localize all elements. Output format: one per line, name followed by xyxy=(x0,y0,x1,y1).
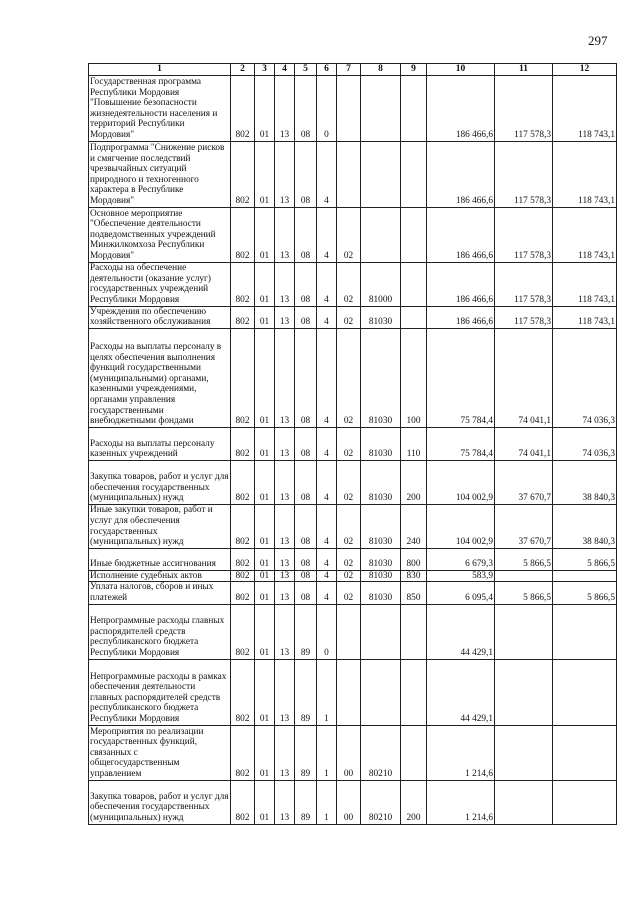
cell-c2: 802 xyxy=(231,328,255,427)
cell-c4: 13 xyxy=(275,328,295,427)
cell-c9: 200 xyxy=(401,460,427,504)
cell-c9: 850 xyxy=(401,582,427,604)
cell-c7: 02 xyxy=(337,207,361,262)
cell-c3: 01 xyxy=(255,548,275,570)
cell-c3: 01 xyxy=(255,582,275,604)
cell-c2: 802 xyxy=(231,659,255,725)
cell-c5: 08 xyxy=(295,262,317,306)
row-name: Иные закупки товаров, работ и услуг для обеспечения государственных (муниципальных) нужд xyxy=(89,504,231,548)
column-header-11: 11 xyxy=(495,64,553,76)
cell-c11 xyxy=(495,604,553,659)
cell-c2: 802 xyxy=(231,548,255,570)
cell-c7: 02 xyxy=(337,306,361,328)
table-row xyxy=(89,75,617,141)
cell-c11: 74 041,1 xyxy=(495,427,553,460)
cell-c11: 37 670,7 xyxy=(495,504,553,548)
cell-c7: 02 xyxy=(337,582,361,604)
cell-c6: 1 xyxy=(317,659,337,725)
column-header-10: 10 xyxy=(427,64,495,76)
cell-c9 xyxy=(401,207,427,262)
cell-c7: 02 xyxy=(337,262,361,306)
cell-c8: 81030 xyxy=(361,306,401,328)
cell-c9: 110 xyxy=(401,427,427,460)
cell-c10: 1 214,6 xyxy=(427,725,495,780)
column-header-12: 12 xyxy=(553,64,617,76)
cell-c5: 08 xyxy=(295,570,317,582)
cell-c2: 802 xyxy=(231,427,255,460)
cell-c4: 13 xyxy=(275,75,295,141)
cell-c9 xyxy=(401,141,427,207)
cell-c11 xyxy=(495,725,553,780)
cell-c4: 13 xyxy=(275,582,295,604)
cell-c10: 44 429,1 xyxy=(427,659,495,725)
cell-c12: 118 743,1 xyxy=(553,141,617,207)
cell-c4: 13 xyxy=(275,504,295,548)
cell-c6: 4 xyxy=(317,306,337,328)
cell-c10: 104 002,9 xyxy=(427,504,495,548)
cell-c4: 13 xyxy=(275,659,295,725)
table-row xyxy=(89,548,617,570)
cell-c5: 08 xyxy=(295,504,317,548)
cell-c10: 75 784,4 xyxy=(427,328,495,427)
cell-c10: 186 466,6 xyxy=(427,75,495,141)
cell-c10: 583,9 xyxy=(427,570,495,582)
row-name: Мероприятия по реализации государственных функций, связанных с общегосударственным управлением xyxy=(89,725,231,780)
cell-c2: 802 xyxy=(231,306,255,328)
cell-c7: 00 xyxy=(337,725,361,780)
cell-c4: 13 xyxy=(275,780,295,824)
cell-c12 xyxy=(553,570,617,582)
cell-c6: 4 xyxy=(317,262,337,306)
row-name: Непрограммные расходы главных распорядителей средств республиканского бюджета Республики Мордовия xyxy=(89,604,231,659)
cell-c9: 800 xyxy=(401,548,427,570)
cell-c5: 08 xyxy=(295,306,317,328)
row-name: Исполнение судебных актов xyxy=(89,570,231,582)
cell-c11: 117 578,3 xyxy=(495,306,553,328)
cell-c12: 118 743,1 xyxy=(553,262,617,306)
cell-c3: 01 xyxy=(255,262,275,306)
cell-c3: 01 xyxy=(255,725,275,780)
cell-c6: 4 xyxy=(317,460,337,504)
cell-c2: 802 xyxy=(231,207,255,262)
cell-c11: 5 866,5 xyxy=(495,548,553,570)
column-header-7: 7 xyxy=(337,64,361,76)
cell-c12: 118 743,1 xyxy=(553,207,617,262)
cell-c11 xyxy=(495,780,553,824)
row-name: Закупка товаров, работ и услуг для обеспечения государственных (муниципальных) нужд xyxy=(89,780,231,824)
cell-c10: 186 466,6 xyxy=(427,141,495,207)
cell-c11: 5 866,5 xyxy=(495,582,553,604)
cell-c3: 01 xyxy=(255,780,275,824)
cell-c9 xyxy=(401,306,427,328)
cell-c8: 80210 xyxy=(361,725,401,780)
cell-c10: 44 429,1 xyxy=(427,604,495,659)
cell-c8 xyxy=(361,659,401,725)
cell-c12 xyxy=(553,780,617,824)
column-header-9: 9 xyxy=(401,64,427,76)
cell-c8 xyxy=(361,141,401,207)
cell-c7 xyxy=(337,75,361,141)
column-header-6: 6 xyxy=(317,64,337,76)
cell-c6: 4 xyxy=(317,570,337,582)
cell-c10: 186 466,6 xyxy=(427,207,495,262)
cell-c8: 81030 xyxy=(361,570,401,582)
cell-c2: 802 xyxy=(231,780,255,824)
cell-c12: 38 840,3 xyxy=(553,460,617,504)
cell-c4: 13 xyxy=(275,548,295,570)
cell-c12: 118 743,1 xyxy=(553,75,617,141)
cell-c10: 1 214,6 xyxy=(427,780,495,824)
table-row xyxy=(89,582,617,604)
cell-c10: 6 095,4 xyxy=(427,582,495,604)
cell-c5: 89 xyxy=(295,604,317,659)
cell-c3: 01 xyxy=(255,306,275,328)
cell-c9: 200 xyxy=(401,780,427,824)
cell-c7: 00 xyxy=(337,780,361,824)
cell-c3: 01 xyxy=(255,460,275,504)
cell-c9: 830 xyxy=(401,570,427,582)
column-header-2: 2 xyxy=(231,64,255,76)
cell-c7: 02 xyxy=(337,328,361,427)
cell-c11 xyxy=(495,570,553,582)
table-row xyxy=(89,504,617,548)
cell-c12 xyxy=(553,604,617,659)
row-name: Учреждения по обеспечению хозяйственного обслуживания xyxy=(89,306,231,328)
cell-c4: 13 xyxy=(275,141,295,207)
cell-c5: 08 xyxy=(295,427,317,460)
cell-c9: 240 xyxy=(401,504,427,548)
cell-c12: 74 036,3 xyxy=(553,427,617,460)
cell-c7 xyxy=(337,659,361,725)
cell-c5: 89 xyxy=(295,780,317,824)
cell-c5: 89 xyxy=(295,725,317,780)
cell-c5: 08 xyxy=(295,207,317,262)
cell-c2: 802 xyxy=(231,582,255,604)
cell-c7: 02 xyxy=(337,548,361,570)
cell-c2: 802 xyxy=(231,75,255,141)
cell-c8: 81030 xyxy=(361,460,401,504)
cell-c9 xyxy=(401,725,427,780)
column-header-8: 8 xyxy=(361,64,401,76)
table-row xyxy=(89,659,617,725)
cell-c12: 38 840,3 xyxy=(553,504,617,548)
cell-c3: 01 xyxy=(255,604,275,659)
table-row xyxy=(89,780,617,824)
table-row xyxy=(89,570,617,582)
cell-c12: 74 036,3 xyxy=(553,328,617,427)
column-header-5: 5 xyxy=(295,64,317,76)
cell-c5: 89 xyxy=(295,659,317,725)
cell-c8 xyxy=(361,604,401,659)
cell-c7: 02 xyxy=(337,570,361,582)
cell-c5: 08 xyxy=(295,75,317,141)
cell-c9 xyxy=(401,75,427,141)
cell-c8: 81030 xyxy=(361,328,401,427)
cell-c4: 13 xyxy=(275,262,295,306)
table-row xyxy=(89,306,617,328)
cell-c2: 802 xyxy=(231,570,255,582)
cell-c11 xyxy=(495,659,553,725)
cell-c3: 01 xyxy=(255,207,275,262)
cell-c10: 104 002,9 xyxy=(427,460,495,504)
cell-c10: 186 466,6 xyxy=(427,262,495,306)
cell-c4: 13 xyxy=(275,570,295,582)
cell-c5: 08 xyxy=(295,582,317,604)
table-row xyxy=(89,207,617,262)
cell-c4: 13 xyxy=(275,725,295,780)
cell-c9 xyxy=(401,262,427,306)
cell-c11: 74 041,1 xyxy=(495,328,553,427)
cell-c5: 08 xyxy=(295,460,317,504)
cell-c8: 81000 xyxy=(361,262,401,306)
table-row xyxy=(89,141,617,207)
cell-c11: 117 578,3 xyxy=(495,262,553,306)
row-name: Расходы на выплаты персоналу казенных учреждений xyxy=(89,427,231,460)
cell-c12: 118 743,1 xyxy=(553,306,617,328)
cell-c3: 01 xyxy=(255,427,275,460)
row-name: Подпрограмма "Снижение рисков и смягчение последствий чрезвычайных ситуаций природного и техногенного характера в Республике Мордовия" xyxy=(89,141,231,207)
cell-c6: 4 xyxy=(317,141,337,207)
cell-c7 xyxy=(337,141,361,207)
cell-c8: 81030 xyxy=(361,548,401,570)
cell-c3: 01 xyxy=(255,570,275,582)
table-row xyxy=(89,427,617,460)
cell-c8: 81030 xyxy=(361,582,401,604)
cell-c6: 4 xyxy=(317,427,337,460)
table-row xyxy=(89,725,617,780)
cell-c2: 802 xyxy=(231,262,255,306)
cell-c9: 100 xyxy=(401,328,427,427)
row-name: Государственная программа Республики Мордовия "Повышение безопасности жизнедеятельности населения и территорий Республики Мордовия" xyxy=(89,75,231,141)
row-name: Иные бюджетные ассигнования xyxy=(89,548,231,570)
column-header-4: 4 xyxy=(275,64,295,76)
cell-c6: 4 xyxy=(317,504,337,548)
column-header-1: 1 xyxy=(89,64,231,76)
page-number: 297 xyxy=(588,33,608,48)
cell-c3: 01 xyxy=(255,328,275,427)
cell-c7: 02 xyxy=(337,504,361,548)
cell-c11: 117 578,3 xyxy=(495,75,553,141)
budget-table xyxy=(88,63,617,825)
cell-c6: 4 xyxy=(317,207,337,262)
row-name: Расходы на выплаты персоналу в целях обеспечения выполнения функций государственными (муниципальными) органами, казенными учреждениями, органами управления государственными внебюджетными фондами xyxy=(89,328,231,427)
table-row xyxy=(89,262,617,306)
cell-c7: 02 xyxy=(337,427,361,460)
cell-c7: 02 xyxy=(337,460,361,504)
cell-c5: 08 xyxy=(295,328,317,427)
row-name: Уплата налогов, сборов и иных платежей xyxy=(89,582,231,604)
cell-c3: 01 xyxy=(255,659,275,725)
cell-c6: 1 xyxy=(317,780,337,824)
row-name: Непрограммные расходы в рамках обеспечения деятельности главных распорядителей средств республиканского бюджета Республики Мордовия xyxy=(89,659,231,725)
cell-c7 xyxy=(337,604,361,659)
cell-c5: 08 xyxy=(295,548,317,570)
table-row xyxy=(89,604,617,659)
cell-c11: 117 578,3 xyxy=(495,141,553,207)
cell-c4: 13 xyxy=(275,207,295,262)
row-name: Основное мероприятие "Обеспечение деятельности подведомственных учреждений Минжилкомхоза Республики Мордовия" xyxy=(89,207,231,262)
row-name: Закупка товаров, работ и услуг для обеспечения государственных (муниципальных) нужд xyxy=(89,460,231,504)
cell-c12: 5 866,5 xyxy=(553,582,617,604)
cell-c6: 4 xyxy=(317,328,337,427)
cell-c6: 1 xyxy=(317,725,337,780)
cell-c3: 01 xyxy=(255,75,275,141)
cell-c4: 13 xyxy=(275,306,295,328)
cell-c4: 13 xyxy=(275,460,295,504)
cell-c11: 37 670,7 xyxy=(495,460,553,504)
cell-c12: 5 866,5 xyxy=(553,548,617,570)
cell-c8 xyxy=(361,207,401,262)
column-header-3: 3 xyxy=(255,64,275,76)
cell-c8: 81030 xyxy=(361,504,401,548)
cell-c9 xyxy=(401,604,427,659)
cell-c6: 0 xyxy=(317,75,337,141)
table-row xyxy=(89,460,617,504)
cell-c11: 117 578,3 xyxy=(495,207,553,262)
cell-c10: 6 679,3 xyxy=(427,548,495,570)
cell-c2: 802 xyxy=(231,460,255,504)
cell-c3: 01 xyxy=(255,141,275,207)
cell-c8: 81030 xyxy=(361,427,401,460)
cell-c8 xyxy=(361,75,401,141)
cell-c9 xyxy=(401,659,427,725)
cell-c2: 802 xyxy=(231,725,255,780)
table-body xyxy=(89,75,617,824)
cell-c4: 13 xyxy=(275,604,295,659)
table-row xyxy=(89,328,617,427)
cell-c10: 186 466,6 xyxy=(427,306,495,328)
cell-c6: 4 xyxy=(317,548,337,570)
cell-c8: 80210 xyxy=(361,780,401,824)
cell-c2: 802 xyxy=(231,604,255,659)
cell-c6: 4 xyxy=(317,582,337,604)
cell-c12 xyxy=(553,659,617,725)
header-row xyxy=(89,64,617,76)
cell-c4: 13 xyxy=(275,427,295,460)
row-name: Расходы на обеспечение деятельности (оказание услуг) государственных учреждений Республики Мордовия xyxy=(89,262,231,306)
cell-c6: 0 xyxy=(317,604,337,659)
cell-c5: 08 xyxy=(295,141,317,207)
cell-c3: 01 xyxy=(255,504,275,548)
cell-c12 xyxy=(553,725,617,780)
cell-c10: 75 784,4 xyxy=(427,427,495,460)
cell-c2: 802 xyxy=(231,504,255,548)
cell-c2: 802 xyxy=(231,141,255,207)
